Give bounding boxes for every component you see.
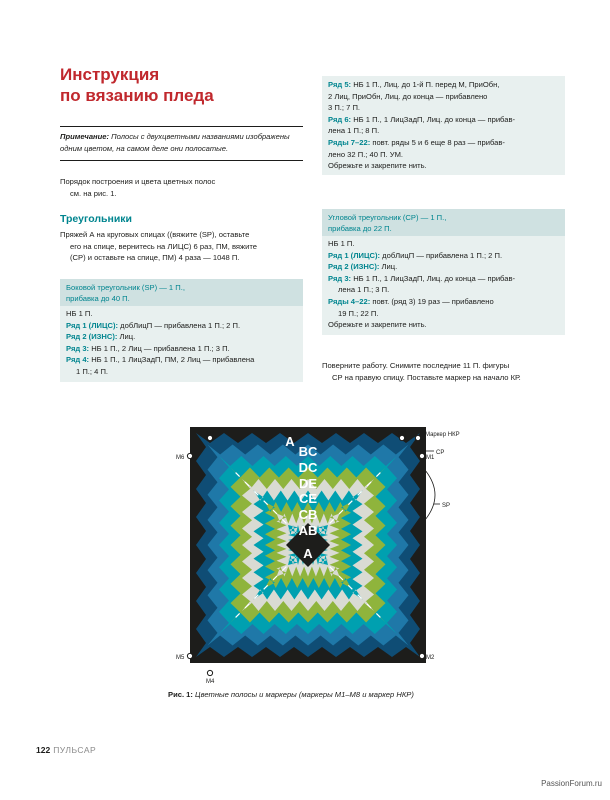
stripe-label-2: DC <box>298 460 318 475</box>
side-row-5-text: НБ 1 П., Лиц. до 1-й П. перед М, ПриОбн, <box>351 80 500 89</box>
side-row-7-cont: лено 32 П.; 40 П. УМ. <box>328 149 404 159</box>
marker-m7-label: M7 <box>206 431 215 437</box>
side-row-6 <box>322 114 565 126</box>
corner-row-3 <box>328 273 559 285</box>
side-row-4-label: Ряд 4: <box>66 355 90 365</box>
side-row-7 <box>322 137 565 149</box>
corner-row-4 <box>328 296 559 308</box>
cp-label: CP <box>436 450 445 456</box>
side-triangle-header <box>60 279 303 306</box>
caption-text: Цветные полосы и маркеры (маркеры М1–М8 и маркер НКР) <box>192 690 414 699</box>
corner-row-1-label: Ряд 1 (ЛИЦС): <box>328 250 381 260</box>
stripe-label-1: BC <box>298 444 318 459</box>
side-row-5-cont-1: 2 Лиц, ПриОбн, Лиц. до конца — прибавлено <box>328 91 488 101</box>
marker-m6-dot <box>187 453 192 458</box>
marker-m5-dot <box>187 653 192 658</box>
side-triangle-header-1: Боковой треугольник (SP) — 1 П., <box>66 283 185 292</box>
corner-row-4-label: Ряды 4–22: <box>328 296 371 306</box>
watermark: PassionForum.ru <box>541 779 602 788</box>
side-triangle-box <box>60 279 303 382</box>
side-row-3-text: НБ 1 П., 2 Лиц — прибавлена 1 П.; 3 П. <box>89 343 230 353</box>
stripe-label-0: A <box>285 434 295 449</box>
stripe-label-5: CB <box>298 507 318 522</box>
side-row-1 <box>66 320 297 332</box>
corner-row-4-cont: 19 П.; 22 П. <box>338 308 379 318</box>
side-triangle-body <box>60 306 303 382</box>
marker-nkr-dot <box>415 435 420 440</box>
triangles-line-3: (СР) и оставьте на спице, ПМ) 4 раза — 1048 П. <box>70 253 240 263</box>
corner-nb: НБ 1 П. <box>328 239 355 248</box>
side-row-6-cont: лена 1 П.; 8 П. <box>328 126 380 136</box>
marker-nkr-label: Маркер НКР <box>425 432 460 438</box>
corner-row-3-text: НБ 1 П., 1 ЛицЗадП, Лиц. до конца — прибав- <box>351 273 516 283</box>
marker-m6-label: M6 <box>176 455 185 461</box>
side-triangle-cont-box <box>322 76 565 175</box>
side-row-3-label: Ряд 3: <box>66 343 90 353</box>
triangles-line-2: его на спице, вернитесь на ЛИЦС) 6 раз, ПМ, вяжите <box>70 241 257 251</box>
corner-triangle-header-1: Угловой треугольник (СР) — 1 П., <box>328 213 447 222</box>
corner-row-1-text: добЛицП — прибавлена 1 П.; 2 П. <box>380 250 503 260</box>
corner-row-3-cont: лена 1 П.; 3 П. <box>338 285 390 295</box>
side-row-7-text: повт. ряды 5 и 6 еще 8 раз — прибав- <box>370 137 505 147</box>
order-line-2: см. на рис. 1. <box>70 188 117 198</box>
page-number: 122 <box>36 745 51 755</box>
side-row-1-label: Ряд 1 (ЛИЦС): <box>66 320 119 330</box>
corner-end: Обрежьте и закрепите нить. <box>328 320 427 330</box>
side-row-3 <box>66 343 297 355</box>
side-row-2 <box>66 331 297 343</box>
turn-paragraph <box>322 360 582 383</box>
marker-m4-dot <box>207 670 212 675</box>
corner-triangle-box <box>322 209 565 335</box>
side-row-5 <box>322 79 565 91</box>
marker-m1-label: M1 <box>426 455 435 461</box>
corner-row-1 <box>328 250 559 262</box>
turn-line-1: Поверните работу. Снимите последние 11 П. фигуры <box>322 361 510 370</box>
stripe-label-6: AB <box>298 523 318 538</box>
corner-triangle-header <box>322 209 565 236</box>
marker-m2-dot <box>419 653 424 658</box>
side-row-5-label: Ряд 5: <box>328 80 352 89</box>
side-row-2-text: Лиц. <box>117 332 136 342</box>
sp-label: SP <box>442 503 451 509</box>
order-line-1: Порядок построения и цвета цветных полос <box>60 177 216 186</box>
side-nb: НБ 1 П. <box>66 309 93 318</box>
side-row-2-label: Ряд 2 (ИЗНС): <box>66 332 118 342</box>
side-row-1-text: добЛицП — прибавлена 1 П.; 2 П. <box>118 320 241 330</box>
side-triangle-header-2: прибавка до 40 П. <box>66 294 130 303</box>
corner-row-2-text: Лиц. <box>379 262 398 272</box>
marker-m1-dot <box>419 453 424 458</box>
turn-line-2: СР на правую спицу. Поставьте маркер на начало КР. <box>332 372 521 382</box>
side-end: Обрежьте и закрепите нить. <box>328 161 427 171</box>
side-row-4 <box>66 354 297 366</box>
marker-m4-label: M4 <box>206 679 215 685</box>
marker-m5-label: M5 <box>176 655 185 661</box>
corner-triangle-body <box>322 236 565 335</box>
side-row-6-label: Ряд 6: <box>328 114 352 124</box>
triangles-paragraph <box>60 229 305 264</box>
caption-label: Рис. 1: <box>168 690 193 699</box>
title-line-1: Инструкция <box>60 65 160 84</box>
magazine-name: ПУЛЬСАР <box>53 745 97 755</box>
triangles-line-1: Пряжей А на круговых спицах ((вяжите (SP), оставьте <box>60 230 250 239</box>
side-row-4-cont: 1 П.; 4 П. <box>76 366 109 376</box>
corner-triangle-header-2: прибавка до 22 П. <box>328 224 392 233</box>
side-row-5-cont-2: 3 П.; 7 П. <box>328 103 361 113</box>
marker-m2-label: M2 <box>426 655 435 661</box>
order-paragraph <box>60 176 305 199</box>
page-footer <box>36 745 96 755</box>
stripe-label-4: CE <box>298 491 318 506</box>
side-row-4-text: НБ 1 П., 1 ЛицЗадП, ПМ, 2 Лиц — прибавлена <box>89 355 255 365</box>
corner-row-3-label: Ряд 3: <box>328 273 352 283</box>
stripe-label-7: A <box>303 546 313 561</box>
marker-m3-label: M3 <box>398 431 407 437</box>
stripe-label-3: DE <box>298 476 318 491</box>
corner-row-2 <box>328 261 559 273</box>
blanket-diagram <box>170 400 470 685</box>
side-row-6-text: НБ 1 П., 1 ЛицЗадП, Лиц. до конца — прибав- <box>351 114 516 124</box>
note-text: Полосы с двухцветными названиями изображены одним цветом, на самом деле они полосатые. <box>60 132 290 153</box>
corner-row-4-text: повт. (ряд 3) 19 раз — прибавлено <box>370 296 494 306</box>
note-block <box>60 126 303 161</box>
title-line-2: по вязанию пледа <box>60 86 214 105</box>
note-label: Примечание: <box>60 132 110 141</box>
page-title <box>60 64 214 106</box>
side-row-7-label: Ряды 7–22: <box>328 137 371 147</box>
section-heading-triangles: Треугольники <box>60 213 132 225</box>
sp-bracket <box>425 470 435 520</box>
corner-row-2-label: Ряд 2 (ИЗНС): <box>328 262 380 272</box>
figure-caption <box>168 690 414 699</box>
